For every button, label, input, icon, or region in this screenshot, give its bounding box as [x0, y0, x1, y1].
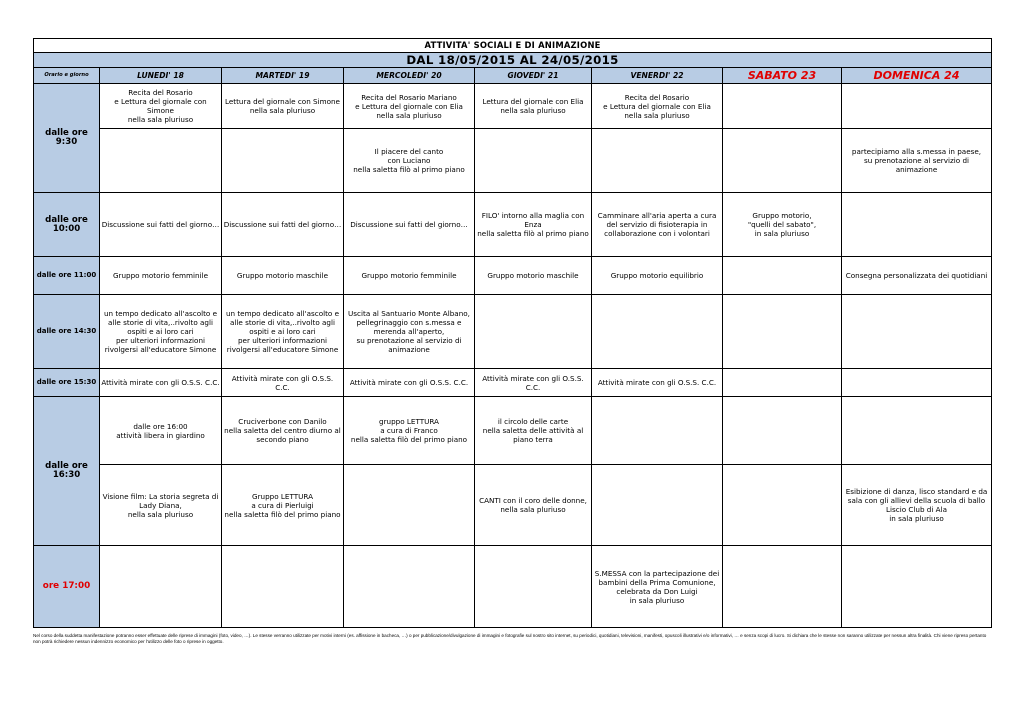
activity-cell: Discussione sui fatti del giorno… [222, 193, 344, 257]
schedule-title: ATTIVITA' SOCIALI E DI ANIMAZIONE [34, 39, 992, 53]
activity-cell: un tempo dedicato all'ascolto e alle storie di vita,..rivolto agli ospiti e ai loro cari per ulteriori informazioni rivolgersi all'educatore Simone [100, 295, 222, 369]
time-slot-1430: dalle ore 14:30 [34, 295, 100, 369]
activity-cell [344, 546, 475, 628]
activity-cell: Visione film: La storia segreta di Lady Diana, nella sala pluriuso [100, 465, 222, 546]
time-slot-1530: dalle ore 15:30 [34, 369, 100, 397]
activity-cell: Recita del Rosario Mariano e Lettura del giornale con Elia nella sala pluriuso [344, 84, 475, 129]
activity-cell: Uscita al Santuario Monte Albano, pellegrinaggio con s.messa e merenda all'aperto, su prenotazione al servizio di animazione [344, 295, 475, 369]
activity-cell [222, 546, 344, 628]
activity-cell: partecipiamo alla s.messa in paese, su prenotazione al servizio di animazione [842, 129, 992, 193]
activity-cell: gruppo LETTURA a cura di Franco nella saletta filò del primo piano [344, 397, 475, 465]
activity-cell: Discussione sui fatti del giorno… [344, 193, 475, 257]
activity-cell: Gruppo LETTURA a cura di Pierluigi nella saletta filò del primo piano [222, 465, 344, 546]
activity-cell: un tempo dedicato all'ascolto e alle storie di vita,..rivolto agli ospiti e ai loro cari per ulteriori informazioni rivolgersi all'educatore Simone [222, 295, 344, 369]
time-column-header: Orario e giorno [34, 68, 100, 84]
activity-cell: Attività mirate con gli O.S.S. C.C. [344, 369, 475, 397]
activity-cell [222, 129, 344, 193]
time-slot-1630: dalle ore 16:30 [34, 397, 100, 546]
activity-cell [592, 397, 723, 465]
activity-cell [475, 129, 592, 193]
activity-cell [723, 257, 842, 295]
activity-cell: Attività mirate con gli O.S.S. C.C. [222, 369, 344, 397]
activity-cell [842, 295, 992, 369]
activity-cell: Consegna personalizzata dei quotidiani [842, 257, 992, 295]
time-slot-1100: dalle ore 11:00 [34, 257, 100, 295]
schedule-period: DAL 18/05/2015 AL 24/05/2015 [34, 53, 992, 68]
activity-cell: Attività mirate con gli O.S.S. C.C. [475, 369, 592, 397]
day-header-thursday: GIOVEDI' 21 [475, 68, 592, 84]
activity-cell [344, 465, 475, 546]
day-header-friday: VENERDI' 22 [592, 68, 723, 84]
time-slot-1000: dalle ore 10:00 [34, 193, 100, 257]
time-slot-1700: ore 17:00 [34, 546, 100, 628]
activity-cell: Discussione sui fatti del giorno… [100, 193, 222, 257]
schedule-table [33, 38, 992, 628]
activity-cell [100, 129, 222, 193]
activity-cell: Gruppo motorio femminile [344, 257, 475, 295]
activity-cell: CANTI con il coro delle donne, nella sala pluriuso [475, 465, 592, 546]
activity-cell: Attività mirate con gli O.S.S. C.C. [100, 369, 222, 397]
activity-cell [100, 546, 222, 628]
activity-cell: Camminare all'aria aperta a cura del servizio di fisioterapia in collaborazione con i volontari [592, 193, 723, 257]
activity-cell [475, 295, 592, 369]
day-header-monday: LUNEDI' 18 [100, 68, 222, 84]
privacy-footnote: Nel corso della suddetta manifestazione potranno esser effettuate delle riprese di immagini (foto, video, …). Le stesse verranno utilizzate per motivi interni (es. affissione in bacheca, …) o per pubblicazione/divulgazione di immagini e fotografie sul nostro sito internet, su periodici, quotidiani, televisioni, manifesti, opuscoli illustrativi e/o informativi, … e senza scopi di lucro. Si dichiara che le stesse non saranno utilizzate per nessun altra finalità. Chi viene ripreso pertanto non potrà richiedere nessun indennizzo economico per l'utilizzo delle foto o riprese in oggetto. [33, 633, 987, 644]
activity-cell: dalle ore 16:00 attività libera in giardino [100, 397, 222, 465]
activity-cell [723, 369, 842, 397]
activity-cell: Attività mirate con gli O.S.S. C.C. [592, 369, 723, 397]
activity-cell: Gruppo motorio femminile [100, 257, 222, 295]
activity-cell [842, 369, 992, 397]
activity-cell: S.MESSA con la partecipazione dei bambini della Prima Comunione, celebrata da Don Luigi in sala pluriuso [592, 546, 723, 628]
activity-cell: Gruppo motorio maschile [222, 257, 344, 295]
activity-cell [723, 397, 842, 465]
day-header-sunday: DOMENICA 24 [842, 68, 992, 84]
activity-cell: Il piacere del canto con Luciano nella saletta filò al primo piano [344, 129, 475, 193]
day-header-saturday: SABATO 23 [723, 68, 842, 84]
day-header-wednesday: MERCOLEDI' 20 [344, 68, 475, 84]
activity-cell [592, 465, 723, 546]
activity-cell [842, 84, 992, 129]
time-slot-0930: dalle ore 9:30 [34, 84, 100, 193]
activity-cell [723, 295, 842, 369]
activity-cell: Lettura del giornale con Simone nella sala pluriuso [222, 84, 344, 129]
activity-cell: Gruppo motorio, "quelli del sabato", in sala pluriuso [723, 193, 842, 257]
activity-cell: Recita del Rosario e Lettura del giornale con Simone nella sala pluriuso [100, 84, 222, 129]
activity-cell: Lettura del giornale con Elia nella sala pluriuso [475, 84, 592, 129]
activity-cell: Gruppo motorio equilibrio [592, 257, 723, 295]
activity-cell [475, 546, 592, 628]
activity-cell [842, 546, 992, 628]
activity-cell: FILO' intorno alla maglia con Enza nella saletta filò al primo piano [475, 193, 592, 257]
activity-cell [842, 397, 992, 465]
activity-cell [723, 84, 842, 129]
activity-cell [592, 129, 723, 193]
activity-cell: Recita del Rosario e Lettura del giornale con Elia nella sala pluriuso [592, 84, 723, 129]
activity-cell: Cruciverbone con Danilo nella saletta del centro diurno al secondo piano [222, 397, 344, 465]
activity-cell [723, 465, 842, 546]
activity-cell [723, 129, 842, 193]
activity-cell: Esibizione di danza, lisco standard e da sala con gli allievi della scuola di ballo Liscio Club di Ala in sala pluriuso [842, 465, 992, 546]
activity-cell [592, 295, 723, 369]
activity-cell: il circolo delle carte nella saletta delle attività al piano terra [475, 397, 592, 465]
activity-cell [842, 193, 992, 257]
activity-cell [723, 546, 842, 628]
day-header-tuesday: MARTEDI' 19 [222, 68, 344, 84]
activity-cell: Gruppo motorio maschile [475, 257, 592, 295]
